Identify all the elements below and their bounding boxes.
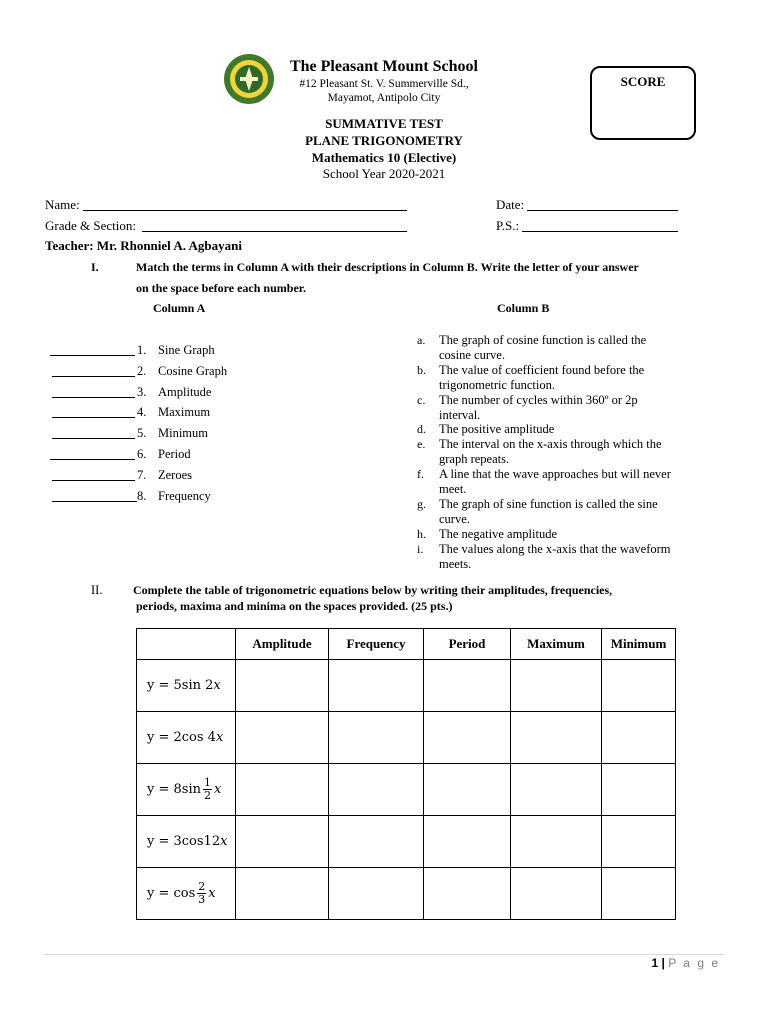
column-a-term: Zeroes [158, 468, 193, 482]
table-header-row [137, 629, 676, 660]
equation-cell [137, 816, 236, 868]
frequency-answer-cell[interactable] [329, 868, 424, 920]
date-field[interactable] [527, 210, 678, 211]
column-a-term: Sine Graph [158, 343, 215, 357]
trig-table [136, 628, 676, 920]
page-footer [600, 956, 720, 970]
school-name: The Pleasant Mount School [289, 58, 478, 75]
school-address-line2: Mayamot, Antipolo City [327, 92, 441, 104]
minimum-answer-cell[interactable] [602, 816, 676, 868]
equation-cell [137, 868, 236, 920]
maximum-answer-cell[interactable] [511, 764, 602, 816]
column-b-letter: i. [417, 542, 424, 556]
column-b-letter: g. [417, 497, 426, 511]
equation-cell [137, 712, 236, 764]
answer-blank[interactable] [50, 459, 135, 460]
fraction-denominator: 2 [203, 789, 211, 802]
column-b-description: A line that the wave approaches but will never meet. [439, 467, 671, 496]
period-answer-cell[interactable] [424, 764, 511, 816]
amplitude-answer-cell[interactable] [236, 868, 329, 920]
maximum-answer-cell[interactable] [511, 660, 602, 712]
column-b-description: The negative amplitude [439, 527, 558, 541]
period-answer-cell[interactable] [424, 868, 511, 920]
maximum-answer-cell[interactable] [511, 868, 602, 920]
section2-instruction-line2: periods, maxima and minima on the spaces provided. (25 pts.) [136, 599, 453, 613]
column-a-number: 2. [137, 364, 147, 378]
test-course: Mathematics 10 (Elective) [311, 150, 457, 165]
section1-instruction-line2: on the space before each number. [136, 281, 306, 295]
answer-blank[interactable] [52, 417, 135, 418]
column-a-number: 4. [137, 405, 147, 419]
column-b-letter: f. [417, 467, 424, 481]
column-a-number: 1. [137, 343, 147, 357]
date-label: Date: [496, 197, 525, 212]
period-answer-cell[interactable] [424, 660, 511, 712]
column-a-title: Column A [153, 301, 206, 315]
page-number: 1 [651, 956, 659, 970]
page-word: P a g e [668, 956, 720, 970]
column-a-number: 8. [137, 489, 147, 503]
amplitude-answer-cell[interactable] [236, 816, 329, 868]
table-header-minimum: Minimum [602, 629, 676, 660]
score-label: SCORE [620, 74, 666, 89]
equation-variable: x [220, 834, 228, 849]
equation-variable: x [213, 678, 221, 693]
name-field[interactable] [83, 210, 407, 211]
column-b-description: The positive amplitude [439, 422, 555, 436]
column-b-letter: a. [417, 333, 426, 347]
table-row [137, 712, 676, 764]
equation-cell [137, 660, 236, 712]
answer-blank[interactable] [52, 376, 135, 377]
maximum-answer-cell[interactable] [511, 816, 602, 868]
column-a-number: 3. [137, 385, 147, 399]
fraction-denominator: 3 [198, 893, 206, 906]
page-separator: | [661, 956, 665, 970]
minimum-answer-cell[interactable] [602, 868, 676, 920]
table-row [137, 660, 676, 712]
equation-fraction [197, 881, 206, 906]
column-a-term: Frequency [158, 489, 211, 503]
column-b-description: The value of coefficient found before the trigonometric function. [439, 363, 645, 392]
ps-label: P.S.: [496, 218, 520, 233]
maximum-answer-cell[interactable] [511, 712, 602, 764]
answer-blank[interactable] [50, 355, 135, 356]
answer-blank[interactable] [52, 438, 135, 439]
column-a-term: Maximum [158, 405, 211, 419]
column-a-number: 7. [137, 468, 147, 482]
table-row [137, 764, 676, 816]
ps-field[interactable] [522, 231, 678, 232]
column-b-letter: h. [417, 527, 426, 541]
section1-instruction-line1: Match the terms in Column A with their descriptions in Column B. Write the letter of your answer [136, 260, 639, 274]
fraction-numerator: 2 [198, 880, 206, 893]
column-b-letter: e. [417, 437, 426, 451]
column-a-term: Minimum [158, 426, 209, 440]
fraction-numerator: 1 [203, 776, 211, 789]
table-header-frequency: Frequency [329, 629, 424, 660]
column-b-description: The number of cycles within 360º or 2p interval. [439, 393, 638, 422]
table-header-period: Period [424, 629, 511, 660]
table-header-maximum: Maximum [511, 629, 602, 660]
teacher-line: Teacher: Mr. Rhonniel A. Agbayani [45, 238, 242, 253]
column-b-description: The graph of cosine function is called the cosine curve. [439, 333, 647, 362]
table-header-amplitude: Amplitude [236, 629, 329, 660]
column-b-letter: c. [417, 393, 426, 407]
name-label: Name: [45, 197, 80, 212]
table-row [137, 868, 676, 920]
test-title: SUMMATIVE TEST [325, 116, 443, 131]
equation-text: y = 8sin [147, 782, 201, 797]
minimum-answer-cell[interactable] [602, 712, 676, 764]
period-answer-cell[interactable] [424, 816, 511, 868]
section2-numeral: II. [91, 583, 103, 597]
equation-text: y = 2cos 4 [147, 730, 216, 745]
answer-blank[interactable] [52, 501, 137, 502]
column-a-term: Cosine Graph [158, 364, 228, 378]
equation-text: y = cos [147, 886, 196, 901]
frequency-answer-cell[interactable] [329, 660, 424, 712]
column-b-letter: b. [417, 363, 426, 377]
minimum-answer-cell[interactable] [602, 660, 676, 712]
frequency-answer-cell[interactable] [329, 712, 424, 764]
column-b-letter: d. [417, 422, 426, 436]
table-header-equation [137, 629, 236, 660]
amplitude-answer-cell[interactable] [236, 764, 329, 816]
equation-variable: x [215, 730, 224, 745]
column-a-term: Period [158, 447, 191, 461]
school-address-line1: #12 Pleasant St. V. Summerville Sd., [299, 78, 469, 90]
equation-fraction [203, 777, 212, 802]
column-a-term: Amplitude [158, 385, 212, 399]
amplitude-answer-cell[interactable] [236, 712, 329, 764]
equation-text: y = 3cos12 [147, 834, 221, 849]
frequency-answer-cell[interactable] [329, 816, 424, 868]
column-b-description: The interval on the x-axis through which the graph repeats. [439, 437, 662, 466]
equation-variable: x [208, 886, 216, 901]
column-a-number: 6. [137, 447, 147, 461]
answer-blank[interactable] [52, 397, 135, 398]
amplitude-answer-cell[interactable] [236, 660, 329, 712]
period-answer-cell[interactable] [424, 712, 511, 764]
column-a-number: 5. [137, 426, 147, 440]
test-subject: PLANE TRIGONOMETRY [305, 133, 463, 148]
minimum-answer-cell[interactable] [602, 764, 676, 816]
equation-cell [137, 764, 236, 816]
answer-blank[interactable] [52, 480, 135, 481]
column-b-description: The values along the x-axis that the waveform meets. [439, 542, 671, 571]
footer-divider [44, 954, 724, 955]
equation-text: y = 5sin 2 [147, 678, 214, 693]
section1-numeral: I. [91, 260, 99, 274]
grade-section-field[interactable] [142, 231, 407, 232]
grade-section-label: Grade & Section: [45, 218, 136, 233]
column-b-description: The graph of sine function is called the sine curve. [439, 497, 658, 526]
school-year: School Year 2020-2021 [322, 166, 446, 181]
section2-instruction-line1: Complete the table of trigonometric equations below by writing their amplitudes, frequencies, [133, 583, 613, 597]
frequency-answer-cell[interactable] [329, 764, 424, 816]
equation-variable: x [213, 782, 222, 797]
table-row [137, 816, 676, 868]
column-b-title: Column B [497, 301, 550, 315]
